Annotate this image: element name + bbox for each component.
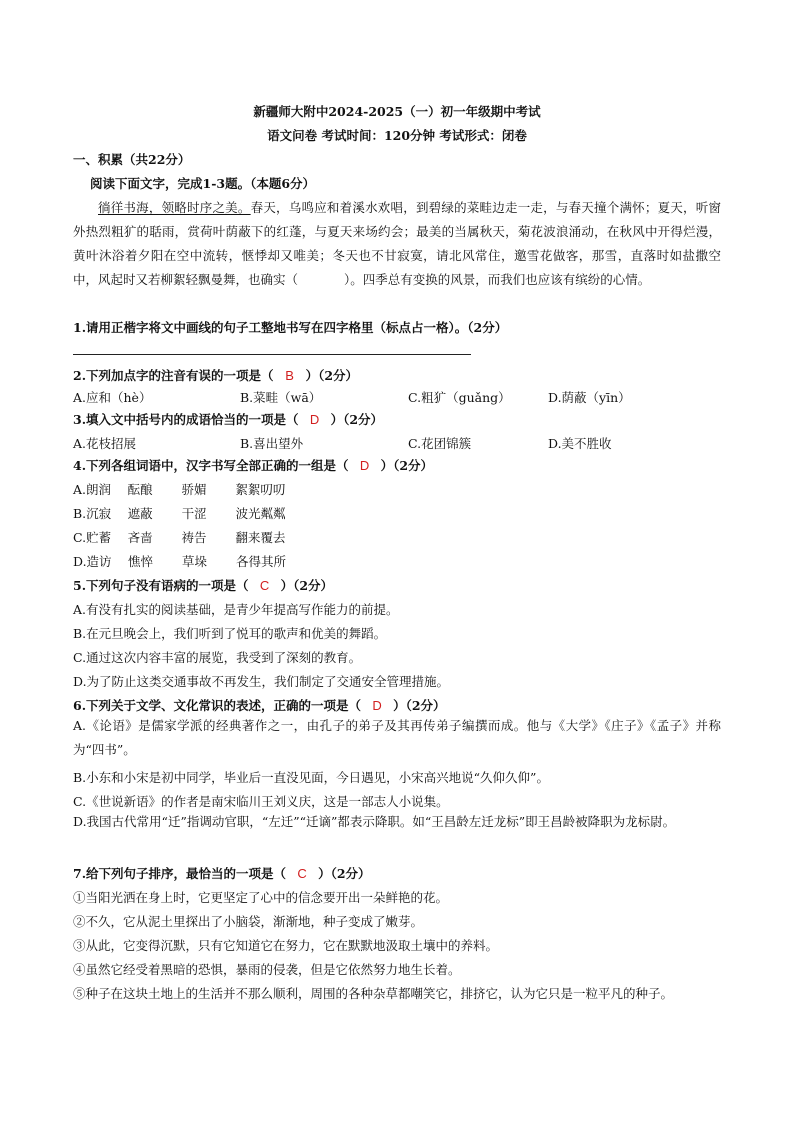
option-d: D.荫蔽（yīn） <box>548 390 631 405</box>
option-a: A.应和（hè） <box>73 390 152 405</box>
question-text: 2.下列加点字的注音有误的一项是（ <box>73 368 274 383</box>
sentence-4: ④虽然它经受着黑暗的恐惧，暴雨的侵袭，但是它依然努力地生长着。 <box>73 962 461 977</box>
question-text: 5.下列句子没有语病的一项是（ <box>73 578 249 593</box>
question-6-stem <box>73 698 446 714</box>
passage-text-b: ）。四季总有变换的风景，而我们也应该有缤纷的心情。 <box>344 272 651 287</box>
question-points: ）（2分） <box>280 578 334 593</box>
section-heading: 一、积累（共22分） <box>73 152 191 167</box>
question-7-stem <box>73 866 371 882</box>
option-a: A.有没有扎实的阅读基础，是青少年提高写作能力的前提。 <box>73 602 399 617</box>
question-points: ）（2分） <box>380 458 434 473</box>
option-d: D.我国古代常用“迁”指调动官职，“左迁”“迁谪”都表示降职。如“王昌龄左迁龙标”即王昌龄被降职为龙标尉。 <box>73 814 676 829</box>
option-d: D.美不胜收 <box>548 436 612 451</box>
question-text: 7.给下列句子排序，最恰当的一项是（ <box>73 866 287 881</box>
question-4-stem <box>73 458 433 474</box>
answer-mark: D <box>309 412 320 427</box>
option-b: B.菜畦（wā） <box>240 390 322 405</box>
question-text: 6.下列关于文学、文化常识的表述，正确的一项是（ <box>73 698 362 713</box>
reading-passage <box>73 196 721 292</box>
option-a: A.朗润 酝酿 骄媚 絮絮叨叨 <box>73 482 286 497</box>
question-1-stem: 1.请用正楷字将文中画线的句子工整地书写在四字格里（标点占一格）。（2分） <box>73 320 508 335</box>
sentence-3: ③从此，它变得沉默，只有它知道它在努力，它在默默地汲取土壤中的养料。 <box>73 938 499 953</box>
question-points: ）（2分） <box>393 698 446 713</box>
answer-mark: B <box>285 368 294 383</box>
option-a: A.花枝招展 <box>73 436 137 451</box>
exam-title: 新疆师大附中2024-2025（一）初一年级期中考试 <box>253 104 541 119</box>
question-points: ）（2分） <box>305 368 359 383</box>
option-d: D.造访 憔悴 草垛 各得其所 <box>73 554 286 569</box>
exam-subtitle: 语文问卷 考试时间：120分钟 考试形式：闭卷 <box>267 128 527 143</box>
question-text: 3.填入文中括号内的成语恰当的一项是（ <box>73 412 299 427</box>
question-text: 4.下列各组词语中，汉字书写全部正确的一组是（ <box>73 458 349 473</box>
option-c: C.通过这次内容丰富的展览，我受到了深刻的教育。 <box>73 650 362 665</box>
option-b: B.喜出望外 <box>240 436 304 451</box>
answer-mark: C <box>259 578 270 593</box>
option-c: C.《世说新语》的作者是南宋临川王刘义庆，这是一部志人小说集。 <box>73 794 449 809</box>
option-b: B.小东和小宋是初中同学，毕业后一直没见面，今日遇见，小宋高兴地说“久仰久仰”。 <box>73 770 549 785</box>
answer-mark: D <box>372 698 382 713</box>
answer-line[interactable] <box>73 354 471 355</box>
option-c: C.粗犷（guǎng） <box>408 390 511 405</box>
question-points: ）（2分） <box>318 866 371 881</box>
question-2-stem <box>73 368 358 384</box>
sentence-1: ①当阳光洒在身上时，它更坚定了心中的信念要开出一朵鲜艳的花。 <box>73 890 449 905</box>
question-5-stem <box>73 578 333 594</box>
option-d: D.为了防止这类交通事故不再发生，我们制定了交通安全管理措施。 <box>73 674 450 689</box>
answer-mark: D <box>359 458 370 473</box>
passage-text-a: 春天，乌鸣应和着溪水欢唱，到碧绿的菜畦边走一走，与春天撞个满怀；夏天，听窗外热烈粗犷的聒雨，赏荷叶荫蔽下的红蓬，与夏天来场约会；最美的当属秋天，菊花波浪涌动，在秋风中开得烂漫，黄叶沐浴着夕阳在空中流转，惬悸却又唯美；冬天也不甘寂寞，请北风常住，邀雪花做客，那雪，直落时如盐撒空中，风起时又若柳絮轻飘曼舞，也确实（ <box>73 200 721 287</box>
reading-intro: 阅读下面文字，完成1-3题。（本题6分） <box>90 176 316 191</box>
sentence-5: ⑤种子在这块土地上的生活并不那么顺利，周围的各种杂草都嘲笑它，排挤它，认为它只是一粒平凡的种子。 <box>73 986 674 1001</box>
question-3-stem <box>73 412 383 428</box>
option-c: C.贮蓄 吝啬 祷告 翻来覆去 <box>73 530 286 545</box>
option-b: B.在元旦晚会上，我们听到了悦耳的歌声和优美的舞蹈。 <box>73 626 387 641</box>
passage-underlined-sentence: 徜徉书海，领略时序之美。 <box>98 200 251 215</box>
sentence-2: ②不久，它从泥土里探出了小脑袋，渐渐地，种子变成了嫩芽。 <box>73 914 424 929</box>
option-c: C.花团锦簇 <box>408 436 472 451</box>
option-b: B.沉寂 遮蔽 干涩 波光粼粼 <box>73 506 286 521</box>
question-points: ）（2分） <box>330 412 384 427</box>
option-a: A.《论语》是儒家学派的经典著作之一，由孔子的弟子及其再传弟子编撰而成。他与《大学》《庄子》《孟子》并称为“四书”。 <box>73 718 721 757</box>
answer-mark: C <box>297 866 307 881</box>
